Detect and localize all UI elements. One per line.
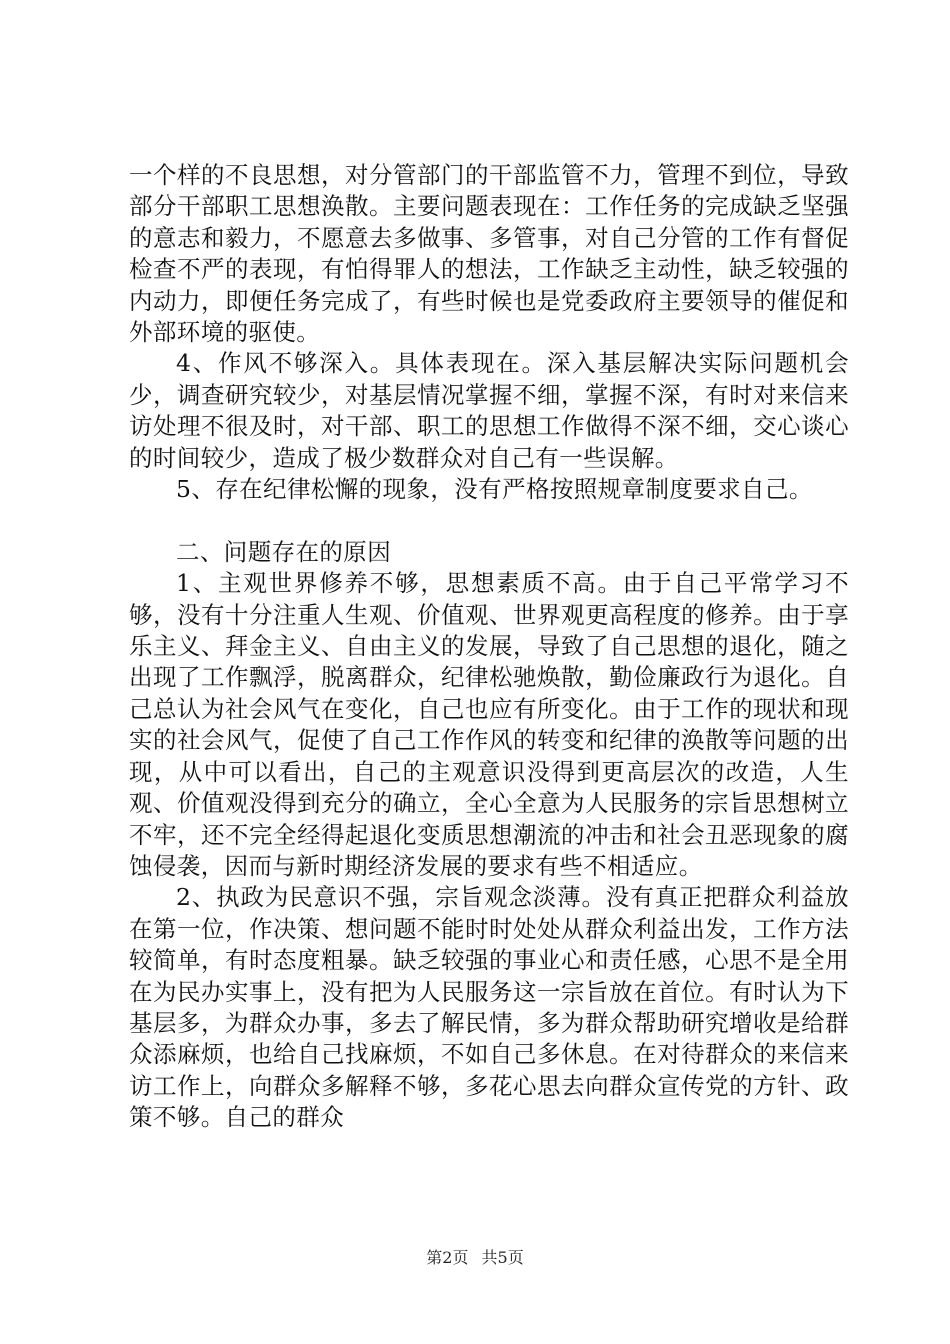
page-number: 第2页 (426, 1248, 469, 1267)
paragraph-cause-2: 2、执政为民意识不强，宗旨观念淡薄。没有真正把群众利益放在第一位，作决策、想问题不能时时处处从群众利益出发，工作方法较简单，有时态度粗暴。缺乏较强的事业心和责任感，心思不是全用在为民办实事上，没有把为人民服务这一宗旨放在首位。有时认为下基层多，为群众办事，多去了解民情，多为群众帮助研究增收是给群众添麻烦，也给自己找麻烦，不如自己多休息。在对待群众的来信来访工作上，向群众多解释不够，多花心思去向群众宣传党的方针、政策不够。自己的群众 (129, 883, 849, 1132)
paragraph-cause-1: 1、主观世界修养不够，思想素质不高。由于自己平常学习不够，没有十分注重人生观、价值观、世界观更高程度的修养。由于享乐主义、拜金主义、自由主义的发展，导致了自己思想的退化，随之出现了工作飘浮，脱离群众，纪律松驰焕散，勤俭廉政行为退化。自己总认为社会风气在变化，自己也应有所变化。由于工作的现状和现实的社会风气，促使了自己工作作风的转变和纪律的涣散等问题的出现，从中可以看出，自己的主观意识没得到更高层次的改造，人生观、价值观没得到充分的确立，全心全意为人民服务的宗旨思想树立不牢，还不完全经得起退化变质思想潮流的冲击和社会丑恶现象的腐蚀侵袭，因而与新时期经济发展的要求有些不相适应。 (129, 569, 849, 880)
paragraph-item-5: 5、存在纪律松懈的现象，没有严格按照规章制度要求自己。 (176, 475, 813, 504)
paragraph-continuation: 一个样的不良思想，对分管部门的干部监管不力，管理不到位，导致部分干部职工思想涣散。主要问题表现在：工作任务的完成缺乏坚强的意志和毅力，不愿意去多做事、多管事，对自己分管的工作有督促检查不严的表现，有怕得罪人的想法，工作缺乏主动性，缺乏较强的内动力，即便任务完成了，有些时候也是党委政府主要领导的催促和外部环境的驱使。 (129, 161, 849, 347)
document-body (129, 160, 849, 1134)
paragraph-spacer (129, 505, 849, 536)
paragraph-item-4: 4、作风不够深入。具体表现在。深入基层解决实际问题机会少，调查研究较少，对基层情况掌握不细，掌握不深，有时对来信来访处理不很及时，对干部、职工的思想工作做得不深不细，交心谈心的时间较少，造成了极少数群众对自己有一些误解。 (129, 349, 849, 472)
page-total: 共5页 (481, 1248, 524, 1267)
page-footer (0, 1245, 950, 1268)
section-heading-causes: 二、问题存在的原因 (176, 537, 392, 566)
